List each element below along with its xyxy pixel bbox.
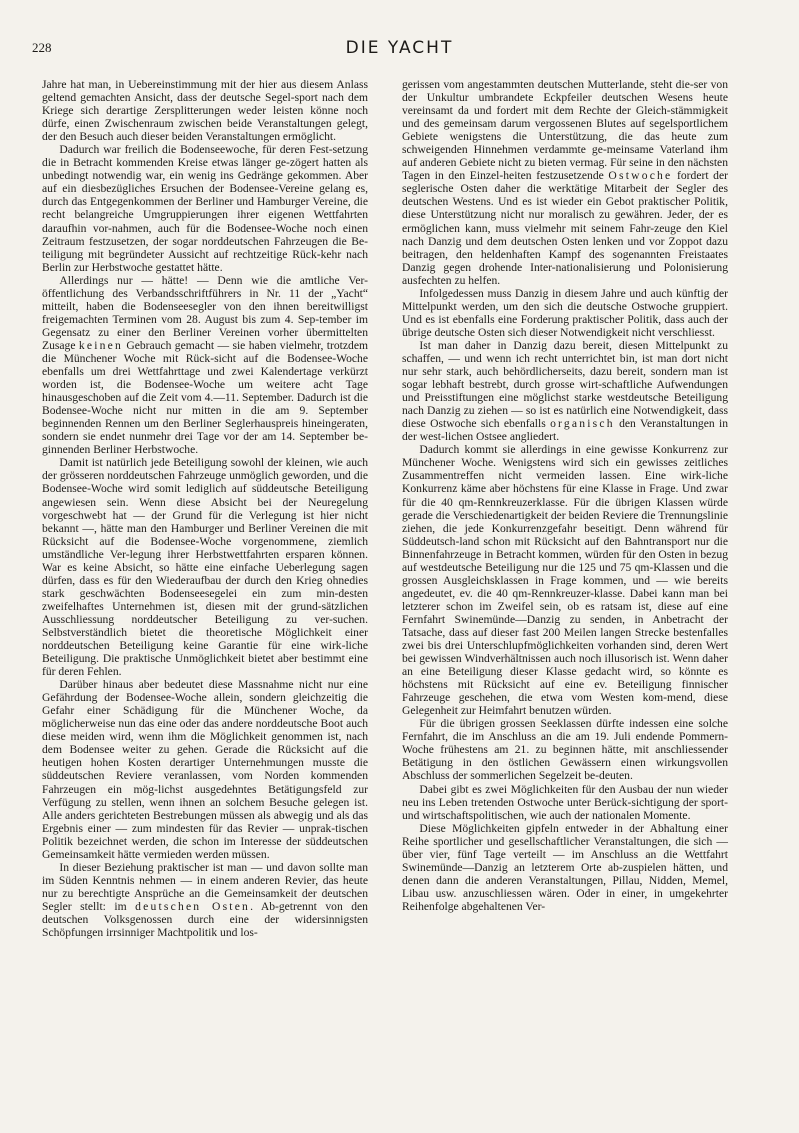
continued-paragraph [402,78,728,287]
spaced-emphasis: Ostwoche [608,169,673,183]
text-run: fordert der seglerische Osten daher die werktätige Mitarbeit der Segler des deutschen Westens. Und es ist wieder ein Gebot praktischer Politik, diese Unterstützung nicht nur moralisch zu gewähren. Jeder, der es ermöglichen kann, muss vielmehr mit seinem Fahr-zeuge den Kiel nach Danzig und dem deutschen Osten lenken und vor Zoppot dazu beitragen, den heldenhaften Kampf des sogenannten Freistaates Danzig gegen drohende Inter-nationalisierung und Polonisierung ausfechten zu helfen. [402,169,728,287]
continued-paragraph [42,78,368,143]
text-run: In dieser Beziehung praktischer ist man — und davon sollte man im Süden Kenntnis nehmen — in einem anderen Revier, das heute nur zu berechtigte Ansprüche an die Gemeinsamkeit der deutschen Segler stellt: im [42,860,368,913]
paragraph [402,822,728,913]
right-column [402,78,728,913]
text-run: Gebrauch gemacht — sie haben vielmehr, trotzdem die Münchener Woche mit Rück-sicht auf die Bodensee-Woche ebenfalls um drei Wettfahrttage und zwei Kalendertage verkürzt worden ist, die Bodensee-Woche um weitere acht Tage hinausgeschoben auf die Zeit vom 4.—11. September. Dadurch ist die Bodensee-Woche nicht nur mitten in die am 9. September beginnenden Rennen um den Berliner Seglerhauspreis hineingeraten, sondern sie endet nunmehr drei Tage vor der am 14. September be-ginnenden Berliner Herbstwoche. [42,338,368,457]
text-run: Ist man daher in Danzig dazu bereit, diesen Mittelpunkt zu schaffen, — und wenn ich recht unterrichtet bin, ist man dort nicht nur sehr stark, auch behördlicherseits, dazu bereit, sondern man ist sogar lebhaft bestrebt, durch grosse wirt-schaftliche Aufwendungen und Preisstiftungen eine möglichst starke westdeutsche Beteiligung nach Danzig zu ziehen — so ist es natürlich eine Notwendigkeit, dass diese Ostwoche sich ebenfalls [402,338,728,431]
text-run: Dadurch kommt sie allerdings in eine gewisse Konkurrenz zur Münchener Woche. Wenigstens wird sich ein gewisses zeitliches Zusammentreffen nicht vermeiden lassen. Eine wirk-liche Konkurrenz käme aber höchstens für eine Klasse in Frage. Und zwar für die 40 qm-Rennkreuzerklasse. Für die übrigen Klassen würde gerade die Verschiedenartigkeit der beiden Reviere die Trennungslinie ziehen, die jede Konkurrenzgefahr beseitigt. Denn während für Süddeutsch-land schon mit Rücksicht auf den Bahntransport nur die Binnenfahrzeuge in Betracht kommen, würden für den Osten in bezug auf westdeutsche Beteiligung nur die 125 und 75 qm-Klassen und die grossen Ausgleichsklassen in Frage kommen, und — wie bereits angedeutet, ev. die 40 qm-Rennkreuzer-klasse. Dabei kann man bei letzterer schon im Zweifel sein, ob es ratsam ist, diese auf eine Fernfahrt Swinemünde—Danzig zu senden, in Anbetracht der Tatsache, dass auf dieser fast 200 Meilen langen Strecke bestenfalles zwei bis drei Unterschlupfmöglichkeiten vorhanden sind, deren Wert bei gewissen Windverhältnissen auch noch illusorisch ist. Wenn daher an eine Beteiligung dieser Klasse gedacht wird, so könnte es höchstens mit Rücksicht auf eine ev. Beteiligung finnischer Fahrzeuge geschehen, die etwa vom Westen kom-mend, diese Gelegenheit zur Heimfahrt benutzen würden. [402,443,728,718]
text-run: Allerdings nur — hätte! — Denn wie die amtliche Ver-öffentlichung des Verbandsschriftführers in Nr. 11 der „Yacht“ mitteilt, haben die Bodenseesegler von den ihnen bereitwilligst freigemachten Terminen vom 28. August bis zum 4. Sep-tember im Gegensatz zu einer den Berliner Vereinen vorher übermittelten Zusage [42,273,368,352]
spaced-emphasis: organisch [550,417,615,431]
paragraph [402,443,728,717]
text-run: Damit ist natürlich jede Beteiligung sowohl der kleinen, wie auch der grösseren norddeutschen Fahrzeuge unmöglich geworden, und die Bodensee-Woche wird somit lediglich auf süddeutsche Beteiligung angewiesen sein. Wenn diese Absicht bei der Neuregelung vorgeschwebt hat — der Grund für die Verlegung ist hier nicht bekannt —, hätte man den Hamburger und Berliner Vereinen die mit Rücksicht auf die Bodensee-Woche vorgenommene, ziemlich umständliche Ver-legung ihrer Herbstwettfahrten ersparen können. War es keine Absicht, so hätte eine einfache Ueberlegung sagen dürfen, dass es für den Wiederaufbau der durch den Krieg ohnedies stark geschwächten Bodenseesegelei ein zum min-desten zweifelhaftes Unternehmen ist, diesen mit der grund-sätzlichen Ausschliessung norddeutscher Beteiligung zu ver-suchen. Selbstverständlich bietet die theoretische Möglichkeit einer norddeutschen Beteiligung keine Garantie für eine wirk-liche Beteiligung. Die praktische Unmöglichkeit bietet aber bestimmt eine für deren Fehlen. [42,456,368,679]
spaced-emphasis: keinen [78,338,123,352]
text-run: Dadurch war freilich die Bodenseewoche, für deren Fest-setzung die in Betracht kommenden Kreise etwas länger ge-zögert hatten als unbedingt notwendig war, ein wenig ins Gedränge gekommen. Aber auf ein diesbezügliches Ersuchen der Bodensee-Vereine gelang es, durch das Entgegenkommen der Berliner und Hamburger Vereine, die recht belangreiche Umgruppierungen ihrer eigenen Wettfahrten daraufhin vor-nahmen, auch für die Bodensee-Woche noch einen Zeitraum festzusetzen, der sogar norddeutschen Fahrzeugen die Be-teiligung mit begründeter Aussicht auf rechtzeitige Rück-kehr nach Berlin zur Herbstwoche gestattet hätte. [42,143,368,274]
text-run: Darüber hinaus aber bedeutet diese Massnahme nicht nur eine Gefährdung der Bodensee-Woche allein, sondern gleichzeitig die Gefahr einer Schädigung für die Münchener Woche, da möglicherweise nun das eine oder das andere norddeutsche Boot auch diese meiden wird, wenn ihm die Möglichkeit genommen ist, nach dem Bodensee weiter zu gehen. Gerade die Rücksicht auf die heutigen hohen Kosten derartiger Unternehmungen musste die süddeutschen Reviere veranlassen, vom Norden kommenden Fahrzeugen ein mög-lichst ausgedehntes Betätigungsfeld zur Verfügung zu stellen, wenn ihnen an solchem Besuche gelegen ist. Alle anders gerichteten Bestrebungen müssen als abwegig und als das Ergebnis einer — zum mindesten für das Revier — unprak-tischen Politik bezeichnet werden, die schon im Interesse der süddeutschen Gemeinsamkeit hätte vermieden werden müssen. [42,678,368,861]
left-column [42,78,368,939]
paragraph [42,456,368,678]
text-run: Für die übrigen grossen Seeklassen dürfte indessen eine solche Fernfahrt, die im Anschluss an die am 19. Juli endende Pommern-Woche frühestens am 21. zu beginnen hätte, mit anschliessender Betätigung in den östlichen Gewässern einen wirkungsvollen Abschluss der sommerlichen Segelzeit be-deuten. [402,717,728,783]
text-run: Jahre hat man, in Uebereinstimmung mit der hier aus diesem Anlass geltend gemachten Ansicht, dass der deutsche Segel-sport nach dem Kriege sich derartige Zersplitterungen weder leisten könne noch dürfe, einen Zwischenraum zwischen beide Veranstaltungen gelegt, der den Besuch auch dieser beiden Veranstaltungen ermöglicht. [42,78,368,144]
paragraph [42,274,368,457]
paragraph [402,717,728,782]
text-run: . Ab-getrennt von den deutschen Volksgenossen durch eine der widersinnigsten Schöpfungen irrsinniger Machtpolitik und los- [42,899,368,940]
text-run: Infolgedessen muss Danzig in diesem Jahre und auch künftig der Mittelpunkt werden, um den sich die deutsche Ostwoche gruppiert. Und es ist ebenfalls eine Forderung praktischer Politik, dass auch der übrige deutsche Osten sich dieser Notwendigkeit nicht verschliesst. [402,286,728,339]
text-run: den Veranstaltungen in der west-lichen Ostsee angliedert. [402,417,728,444]
text-run: Dabei gibt es zwei Möglichkeiten für den Ausbau der nun wieder neu ins Leben tretenden Ostwoche unter Berück-sichtigung der sport- und wirtschaftspolitischen, wie auch der nationalen Momente. [402,782,728,822]
journal-title: DIE YACHT [345,38,454,58]
paragraph [402,287,728,339]
spaced-emphasis: deutschen Osten [135,899,251,913]
paragraph [42,678,368,861]
paragraph [402,339,728,443]
paragraph [42,861,368,939]
page-number: 228 [32,40,52,55]
paragraph [402,783,728,822]
text-run: Diese Möglichkeiten gipfeln entweder in der Abhaltung einer Reihe sportlicher und gesellschaftlicher Veranstaltungen, die sich — über vier, fünf Tage verteilt — im Anschluss an die Wettfahrt Swinemünde—Danzig an letzterem Orte ab-zuspielen hätten, und denen dann die anderen Veranstaltungen, Pillau, Nidden, Memel, Libau usw. anzuschliessen wären. Oder in einer, in umgekehrter Reihenfolge abgehaltenen Ver- [402,821,728,913]
text-run: gerissen vom angestammten deutschen Mutterlande, steht die-ser von der Unkultur umbrandete Eckpfeiler deutschen Wesens heute vereinsamt da und fordert mit dem Rechte der Gleich-stämmigkeit und des gemeinsam darum vergossenen Blutes auf segelsportlichem Gebiete wenigstens die Unterstützung, die das heute zum schweigenden Hinnehmen verdammte ge-meinsame Vaterland ihm auf anderen Gebiete nicht zu bieten vermag. Für seine in den nächsten Tagen in den Einzel-heiten festzusetzende [402,78,728,183]
paragraph [42,143,368,273]
